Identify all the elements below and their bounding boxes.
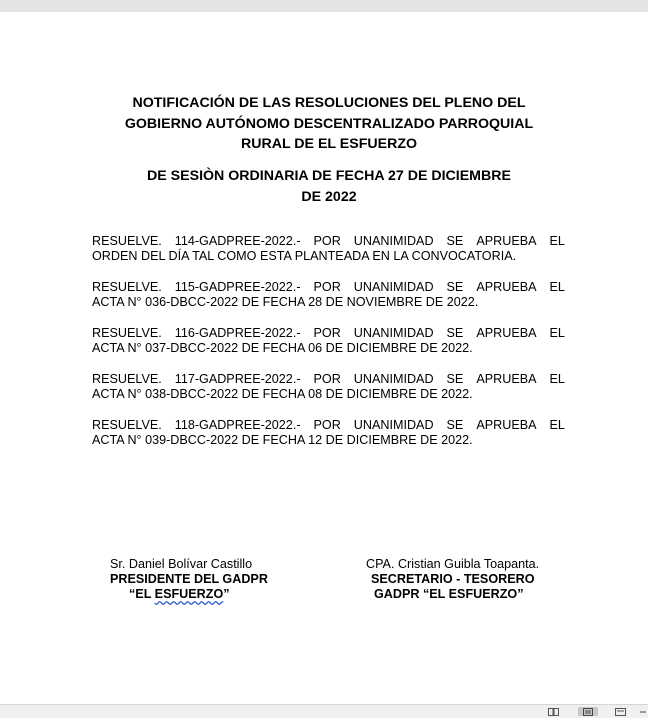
resolution-line2: ACTA N° 038-DBCC-2022 DE FECHA 08 DE DICIEMBRE DE 2022. [92, 387, 473, 401]
word: SE [446, 280, 464, 294]
resolutions-list [92, 234, 565, 464]
word: SE [446, 418, 464, 432]
word: POR [313, 372, 341, 386]
resolution-item [92, 234, 565, 264]
word: SE [446, 234, 464, 248]
word: RESUELVE. [92, 280, 162, 294]
signer-name: Sr. Daniel Bolívar Castillo [110, 557, 253, 571]
title-line: NOTIFICACIÓN DE LAS RESOLUCIONES DEL PLENO DEL [132, 95, 526, 111]
word: EL [549, 418, 565, 432]
signature-secretary [366, 557, 539, 602]
word: APRUEBA [476, 280, 537, 294]
resolution-line1 [92, 280, 565, 295]
resolution-line2: ORDEN DEL DÍA TAL COMO ESTA PLANTEADA EN LA CONVOCATORIA. [92, 249, 517, 263]
entity-name-spellcheck: ESFUERZO [154, 587, 224, 601]
title-line: RURAL DE EL ESFUERZO [240, 136, 418, 152]
word: POR [313, 418, 341, 432]
top-strip [0, 0, 648, 12]
entity-suffix: ” [223, 587, 230, 601]
word: UNANIMIDAD [353, 372, 434, 386]
word: EL [549, 234, 565, 248]
word: 118-GADPREE-2022.- [174, 418, 301, 432]
word: SE [446, 372, 464, 386]
signer-role: PRESIDENTE DEL GADPR [110, 572, 268, 586]
word: UNANIMIDAD [353, 326, 434, 340]
word: SE [446, 326, 464, 340]
signer-role: SECRETARIO - TESORERO [371, 572, 535, 586]
resolution-line2: ACTA N° 036-DBCC-2022 DE FECHA 28 DE NOVIEMBRE DE 2022. [92, 295, 479, 309]
document-title [70, 93, 588, 155]
resolution-item [92, 372, 565, 402]
word: 115-GADPREE-2022.- [174, 280, 301, 294]
word: RESUELVE. [92, 418, 162, 432]
resolution-item [92, 326, 565, 356]
signer-entity [110, 587, 268, 602]
word: UNANIMIDAD [353, 234, 434, 248]
resolution-item [92, 280, 565, 310]
title-line: GOBIERNO AUTÓNOMO DESCENTRALIZADO PARROQUIAL [124, 115, 534, 132]
word: APRUEBA [476, 326, 537, 340]
resolution-line1 [92, 234, 565, 249]
word: 116-GADPREE-2022.- [174, 326, 301, 340]
word: EL [549, 326, 565, 340]
word: 117-GADPREE-2022.- [174, 372, 301, 386]
subtitle-line: DE 2022 [301, 188, 357, 205]
status-bar [0, 704, 648, 718]
entity-prefix: “EL [129, 587, 155, 601]
word: RESUELVE. [92, 326, 162, 340]
word: EL [549, 372, 565, 386]
resolution-line1 [92, 418, 565, 433]
signer-name: CPA. Cristian Guibla Toapanta. [366, 557, 540, 571]
word: RESUELVE. [92, 372, 162, 386]
resolution-line2: ACTA N° 037-DBCC-2022 DE FECHA 06 DE DICIEMBRE DE 2022. [92, 341, 473, 355]
document-page [0, 12, 648, 704]
word: 114-GADPREE-2022.- [174, 234, 301, 248]
print-layout-icon[interactable] [578, 707, 598, 716]
word: EL [549, 280, 565, 294]
resolution-line1 [92, 326, 565, 341]
word: APRUEBA [476, 234, 537, 248]
resolution-line2: ACTA N° 039-DBCC-2022 DE FECHA 12 DE DICIEMBRE DE 2022. [92, 433, 473, 447]
read-mode-icon[interactable] [547, 707, 559, 716]
word: POR [313, 234, 341, 248]
word: POR [313, 326, 341, 340]
web-layout-icon[interactable] [614, 707, 626, 716]
word: UNANIMIDAD [353, 418, 434, 432]
signer-entity: GADPR “EL ESFUERZO” [374, 587, 524, 601]
subtitle-line: DE SESIÒN ORDINARIA DE FECHA 27 DE DICIEMBRE [147, 168, 511, 184]
word: APRUEBA [476, 418, 537, 432]
word: RESUELVE. [92, 234, 162, 248]
zoom-minus-icon[interactable] [638, 707, 648, 716]
resolution-line1 [92, 372, 565, 387]
session-subtitle [90, 166, 568, 207]
resolution-item [92, 418, 565, 448]
word: UNANIMIDAD [353, 280, 434, 294]
word: POR [313, 280, 341, 294]
word: APRUEBA [476, 372, 537, 386]
signature-president [110, 557, 268, 602]
